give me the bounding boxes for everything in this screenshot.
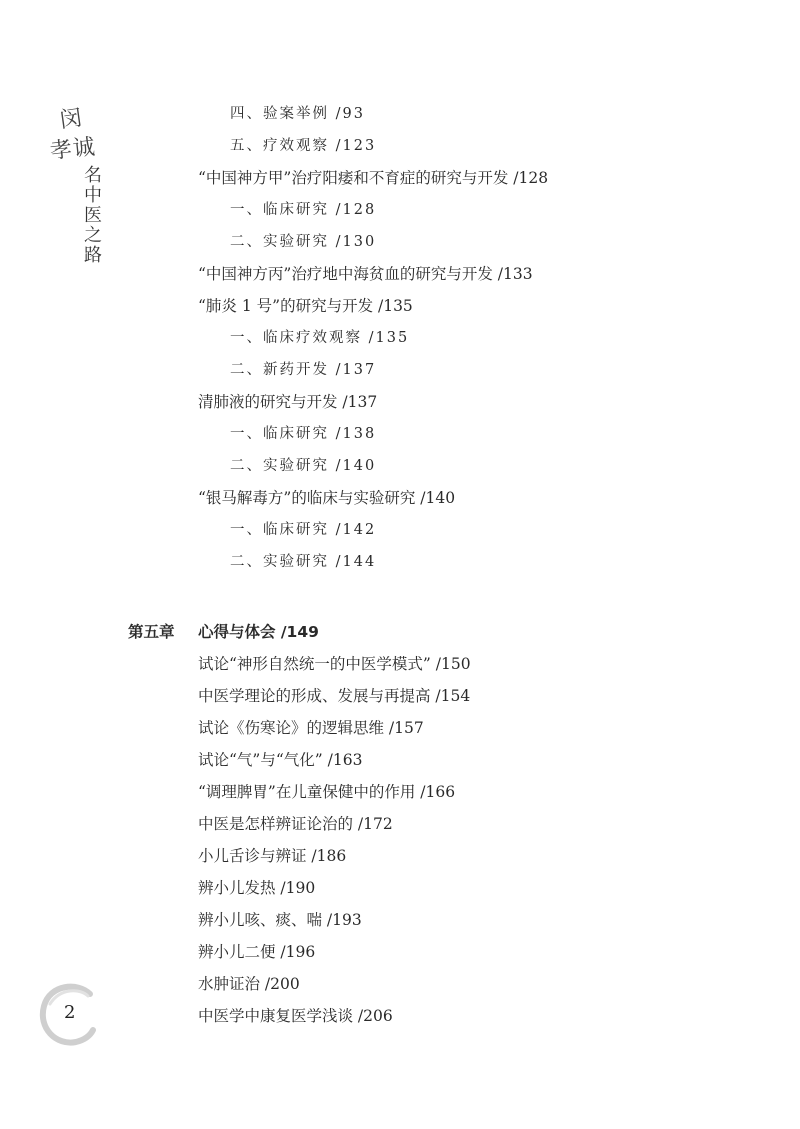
toc-entry[interactable]: 一、临床研究 /128 [230,202,377,218]
toc-entry[interactable]: 清肺液的研究与开发 /137 [198,393,378,411]
toc-entry[interactable]: 二、实验研究 /130 [230,234,377,250]
page-number-badge [38,980,98,1050]
toc-entry[interactable]: “中国神方甲”治疗阳痿和不育症的研究与开发 /128 [198,169,549,187]
brush-author-name-part1: 闵 [58,105,85,134]
toc-entry[interactable]: 五、疗效观察 /123 [230,138,377,154]
toc-entry[interactable]: 二、实验研究 /144 [230,554,377,570]
toc-entry[interactable]: 一、临床疗效观察 /135 [230,330,410,346]
toc-entry[interactable]: “调理脾胃”在儿童保健中的作用 /166 [198,783,456,801]
toc-entry[interactable]: 小儿舌诊与辨证 /186 [198,847,347,865]
chapter-label: 第五章 [128,623,175,641]
toc-entry[interactable]: 辨小儿二便 /196 [198,943,316,961]
toc-entry[interactable]: 辨小儿发热 /190 [198,879,316,897]
brush-author-name-part2: 孝诚 [48,134,98,165]
series-subtitle: 名中医之路 [84,165,102,266]
toc-entry[interactable]: 二、实验研究 /140 [230,458,377,474]
toc-entry[interactable]: 试论“神形自然统一的中医学模式” /150 [198,655,471,673]
toc-entry[interactable]: 试论“气”与“气化” /163 [198,751,363,769]
toc-entry[interactable]: 一、临床研究 /138 [230,426,377,442]
toc-entry[interactable]: 二、新药开发 /137 [230,362,377,378]
toc-entry[interactable]: 四、验案举例 /93 [230,106,365,122]
chapter-heading[interactable] [128,621,319,643]
toc-entry[interactable]: 中医是怎样辨证论治的 /172 [198,815,393,833]
toc-entry[interactable]: 一、临床研究 /142 [230,522,377,538]
page-number: 2 [64,1002,76,1023]
chapter-title: 心得与体会 /149 [198,623,319,641]
toc-entry[interactable]: “肺炎 1 号”的研究与开发 /135 [198,297,413,315]
margin-book-title [48,104,120,284]
toc-entry[interactable]: “银马解毒方”的临床与实验研究 /140 [198,489,456,507]
toc-entry[interactable]: 中医学中康复医学浅谈 /206 [198,1007,393,1025]
toc-entry[interactable]: 水肿证治 /200 [198,975,300,993]
toc-entry[interactable]: 试论《伤寒论》的逻辑思维 /157 [198,719,424,737]
toc-entry[interactable]: 中医学理论的形成、发展与再提高 /154 [198,687,471,705]
toc-entry[interactable]: 辨小儿咳、痰、喘 /193 [198,911,362,929]
toc-entry[interactable]: “中国神方丙”治疗地中海贫血的研究与开发 /133 [198,265,533,283]
